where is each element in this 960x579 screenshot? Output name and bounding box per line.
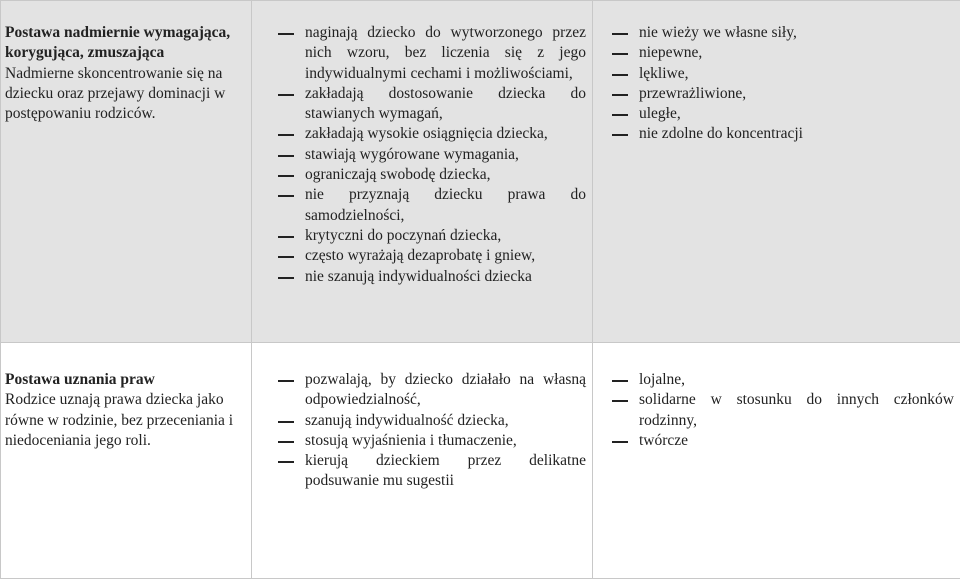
attitude-cell (1, 343, 252, 579)
list-item: nie szanują indywidualności dziecka (252, 267, 586, 287)
list-item: nie przyznają dziecku prawa do samodzielności, (252, 185, 586, 226)
list-item: lękliwe, (593, 64, 954, 84)
list-item: kierują dzieckiem przez delikatne podsuwanie mu sugestii (252, 451, 586, 492)
list-item: ograniczają swobodę dziecka, (252, 165, 586, 185)
list-item: stosują wyjaśnienia i tłumaczenie, (252, 431, 586, 451)
parent-behaviors-list (252, 370, 586, 492)
list-item: stawiają wygórowane wymagania, (252, 145, 586, 165)
parent-behaviors-cell (252, 1, 593, 343)
list-item: nie wieży we własne siły, (593, 23, 954, 43)
list-item: solidarne w stosunku do innych członków rodzinny, (593, 390, 954, 431)
list-item: nie zdolne do koncentracji (593, 124, 954, 144)
child-traits-list (593, 370, 954, 451)
attitude-title: Postawa nadmiernie wymagająca, korygująca, zmuszająca (5, 23, 245, 64)
list-item: twórcze (593, 431, 954, 451)
attitude-description: Nadmierne skoncentrowanie się na dziecku oraz przejawy dominacji w postępowaniu rodziców. (5, 64, 245, 125)
attitude-description: Rodzice uznają prawa dziecka jako równe w rodzinie, bez przeceniania i niedoceniania jego roli. (5, 390, 245, 451)
list-item: lojalne, (593, 370, 954, 390)
list-item: pozwalają, by dziecko działało na własną odpowiedzialność, (252, 370, 586, 411)
list-item: naginają dziecko do wytworzonego przez nich wzoru, bez liczenia się z jego indywidualnymi cechami i możliwościami, (252, 23, 586, 84)
list-item: zakładają dostosowanie dziecka do stawianych wymagań, (252, 84, 586, 125)
parent-behaviors-list (252, 23, 586, 287)
list-item: niepewne, (593, 43, 954, 63)
list-item: uległe, (593, 104, 954, 124)
list-item: krytyczni do poczynań dziecka, (252, 226, 586, 246)
child-traits-cell (593, 343, 960, 579)
child-traits-cell (593, 1, 960, 343)
attitude-cell (1, 1, 252, 343)
parent-behaviors-cell (252, 343, 593, 579)
table-row (1, 1, 960, 343)
list-item: zakładają wysokie osiągnięcia dziecka, (252, 124, 586, 144)
child-traits-list (593, 23, 954, 145)
list-item: często wyrażają dezaprobatę i gniew, (252, 246, 586, 266)
list-item: przewrażliwione, (593, 84, 954, 104)
list-item: szanują indywidualność dziecka, (252, 411, 586, 431)
attitude-title: Postawa uznania praw (5, 370, 245, 390)
table-row (1, 343, 960, 579)
